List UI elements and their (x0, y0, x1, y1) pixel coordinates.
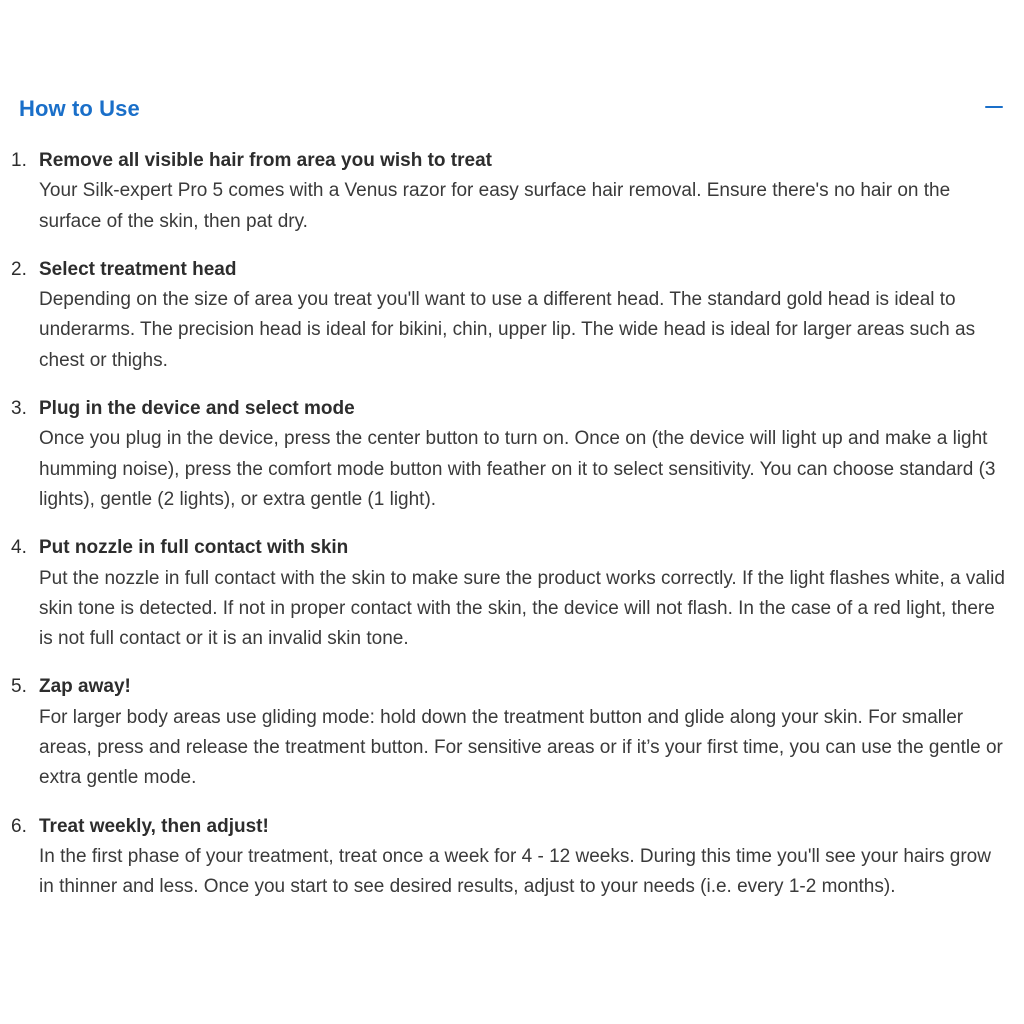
minus-icon (985, 106, 1003, 108)
step-description: Depending on the size of area you treat you'll want to use a different head. The standard gold head is ideal to underarms. The precision head is ideal for bikini, chin, upper lip. The wide head is ideal for larger areas such as chest or thighs. (39, 289, 976, 371)
step-number: 4. (11, 537, 27, 559)
step-title: Remove all visible hair from area you wish to treat (39, 150, 492, 171)
how-to-use-accordion (0, 88, 1024, 898)
list-item (0, 146, 1024, 237)
step-number: 1. (11, 150, 27, 171)
step-number: 6. (11, 815, 27, 837)
list-item (0, 672, 1024, 793)
step-number: 2. (11, 258, 27, 280)
step-title: Treat weekly, then adjust! (39, 815, 269, 837)
step-description: For larger body areas use gliding mode: hold down the treatment button and glide along your skin. For smaller areas, press and release the treatment button. For sensitive areas or if it’s your first time, you can use the gentle or extra gentle mode. (39, 706, 1003, 789)
step-description: In the first phase of your treatment, treat once a week for 4 - 12 weeks. During this time you'll see your hairs grow in thinner and less. Once you start to see desired results, adjust to your needs (i.e. every 1-2 months). (39, 845, 991, 898)
step-description: Once you plug in the device, press the center button to turn on. Once on (the device will light up and make a light humming noise), press the comfort mode button with feather on it to select sensitivity. You can choose standard (3 lights), gentle (2 lights), or extra gentle (1 light). (39, 428, 996, 510)
accordion-header[interactable] (0, 88, 1024, 132)
list-item (0, 255, 1024, 376)
steps-list (0, 146, 1024, 921)
step-number: 3. (11, 398, 27, 420)
section-title: How to Use (19, 96, 140, 121)
step-title: Plug in the device and select mode (39, 398, 355, 420)
step-title: Zap away! (39, 676, 131, 698)
list-item (0, 394, 1024, 515)
step-title: Put nozzle in full contact with skin (39, 537, 349, 559)
list-item (0, 533, 1024, 654)
list-item (0, 812, 1024, 903)
collapse-toggle-button[interactable] (982, 94, 1008, 120)
step-title: Select treatment head (39, 258, 237, 280)
step-number: 5. (11, 676, 27, 698)
step-description: Your Silk-expert Pro 5 comes with a Venus razor for easy surface hair removal. Ensure there's no hair on the surface of the skin, then pat dry. (39, 180, 951, 232)
step-description: Put the nozzle in full contact with the skin to make sure the product works correctly. If the light flashes white, a valid skin tone is detected. If not in proper contact with the skin, the device will not flash. In the case of a red light, there is not full contact or it is an invalid skin tone. (39, 567, 1005, 650)
